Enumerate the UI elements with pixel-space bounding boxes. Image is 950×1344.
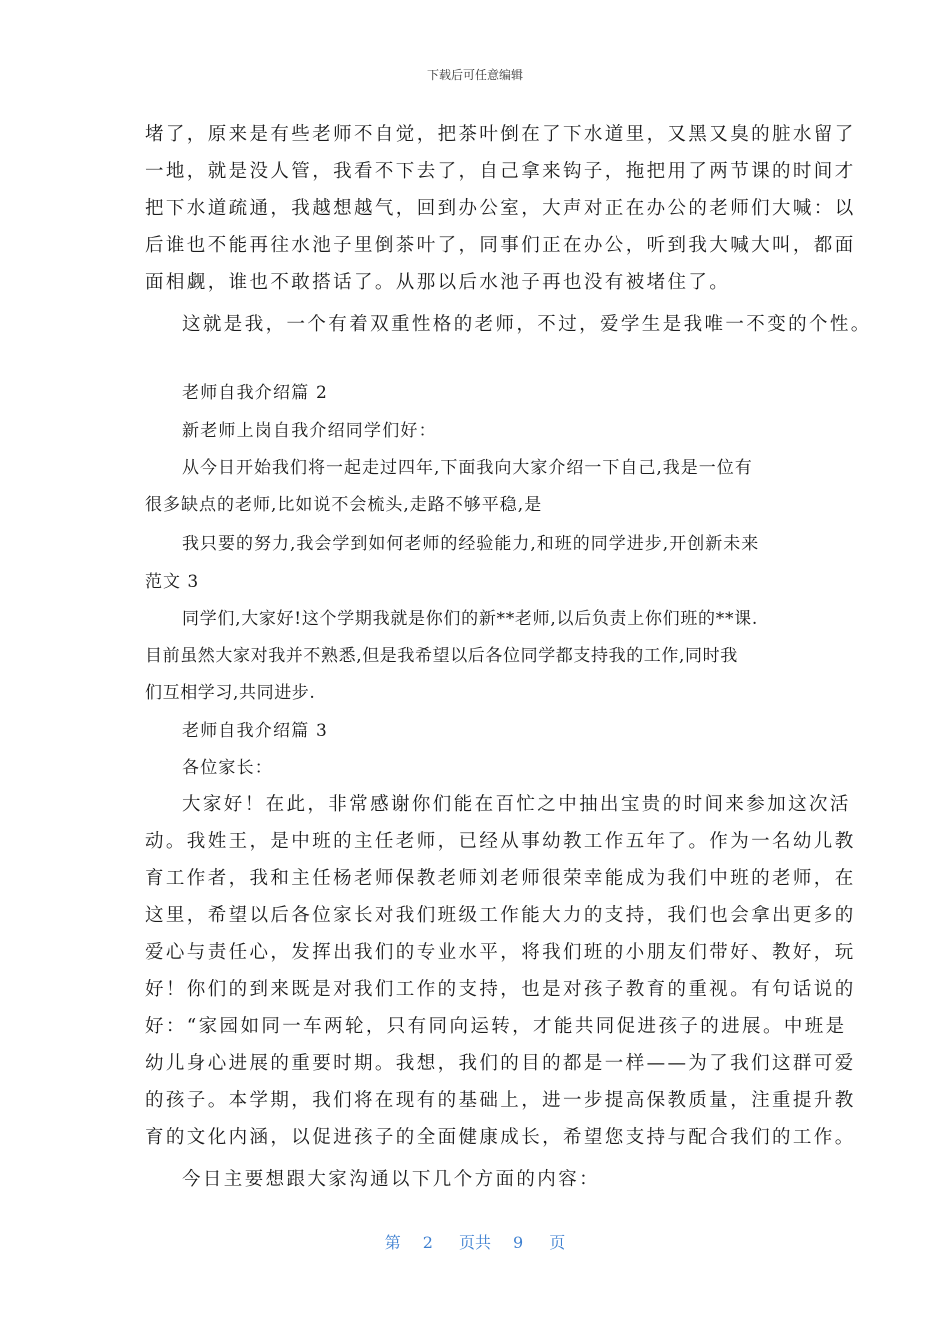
text-line: 的孩子。本学期，我们将在现有的基础上，进一步提高保教质量，注重提升教 (145, 1090, 856, 1111)
text-line: 各位家长： (182, 758, 273, 778)
footer-page-number: 2 (422, 1233, 433, 1252)
text-line: 一地，就是没人管，我看不下去了，自己拿来钩子，拖把用了两节课的时间才 (145, 161, 856, 182)
footer-middle: 页共 (458, 1233, 491, 1252)
page-footer (0, 1230, 950, 1253)
text-line: 大家好！在此，非常感谢你们能在百忙之中抽出宝贵的时间来参加这次活 (182, 794, 851, 815)
text-line: 很多缺点的老师,比如说不会梳头,走路不够平稳,是 (145, 495, 543, 515)
text-line: 好！你们的到来既是对我们工作的支持，也是对孩子教育的重视。有句话说的 (145, 979, 856, 1000)
text-line: 动。我姓王，是中班的主任老师，已经从事幼教工作五年了。作为一名幼儿教 (145, 831, 856, 852)
text-line: 目前虽然大家对我并不熟悉,但是我希望以后各位同学都支持我的工作,同时我 (145, 646, 738, 666)
footer-prefix: 第 (384, 1233, 401, 1252)
text-line: 幼儿身心进展的重要时期。我想，我们的目的都是一样——为了我们这群可爱 (145, 1053, 856, 1074)
text-line: 爱心与责任心，发挥出我们的专业水平，将我们班的小朋友们带好、教好，玩 (145, 942, 856, 963)
text-line: 新老师上岗自我介绍同学们好： (182, 421, 437, 441)
text-line: 老师自我介绍篇 2 (182, 383, 329, 403)
text-line: 同学们,大家好!这个学期我就是你们的新**老师,以后负责上你们班的**课. (182, 609, 758, 629)
text-line: 这就是我，一个有着双重性格的老师，不过，爱学生是我唯一不变的个性。 (182, 314, 872, 335)
text-line: 把下水道疏通，我越想越气，回到办公室，大声对正在办公的老师们大喊：以 (145, 198, 856, 219)
footer-suffix: 页 (549, 1233, 566, 1252)
text-line: 堵了，原来是有些老师不自觉，把茶叶倒在了下水道里，又黑又臭的脏水留了 (145, 124, 856, 145)
text-line: 我只要的努力,我会学到如何老师的经验能力,和班的同学进步,开创新未来 (182, 534, 760, 554)
text-line: 育工作者，我和主任杨老师保教老师刘老师很荣幸能成为我们中班的老师，在 (145, 868, 856, 889)
text-line: 好：“家园如同一车两轮，只有同向运转，才能共同促进孩子的进展。中班是 (145, 1016, 847, 1037)
text-line: 后谁也不能再往水池子里倒茶叶了，同事们正在办公，听到我大喊大叫，都面 (145, 235, 856, 256)
text-line: 老师自我介绍篇 3 (182, 721, 329, 741)
text-line: 今日主要想跟大家沟通以下几个方面的内容： (182, 1169, 601, 1190)
text-line: 育的文化内涵，以促进孩子的全面健康成长，希望您支持与配合我们的工作。 (145, 1127, 856, 1148)
page-header: 下载后可任意编辑 (426, 68, 523, 82)
text-line: 这里，希望以后各位家长对我们班级工作能大力的支持，我们也会拿出更多的 (145, 905, 856, 926)
text-line: 从今日开始我们将一起走过四年,下面我向大家介绍一下自己,我是一位有 (182, 458, 753, 478)
footer-total-pages: 9 (513, 1233, 524, 1252)
text-line: 们互相学习,共同进步. (145, 683, 316, 703)
text-line: 范文 3 (145, 572, 200, 592)
text-line: 面相觑，谁也不敢搭话了。从那以后水池子再也没有被堵住了。 (145, 272, 731, 293)
